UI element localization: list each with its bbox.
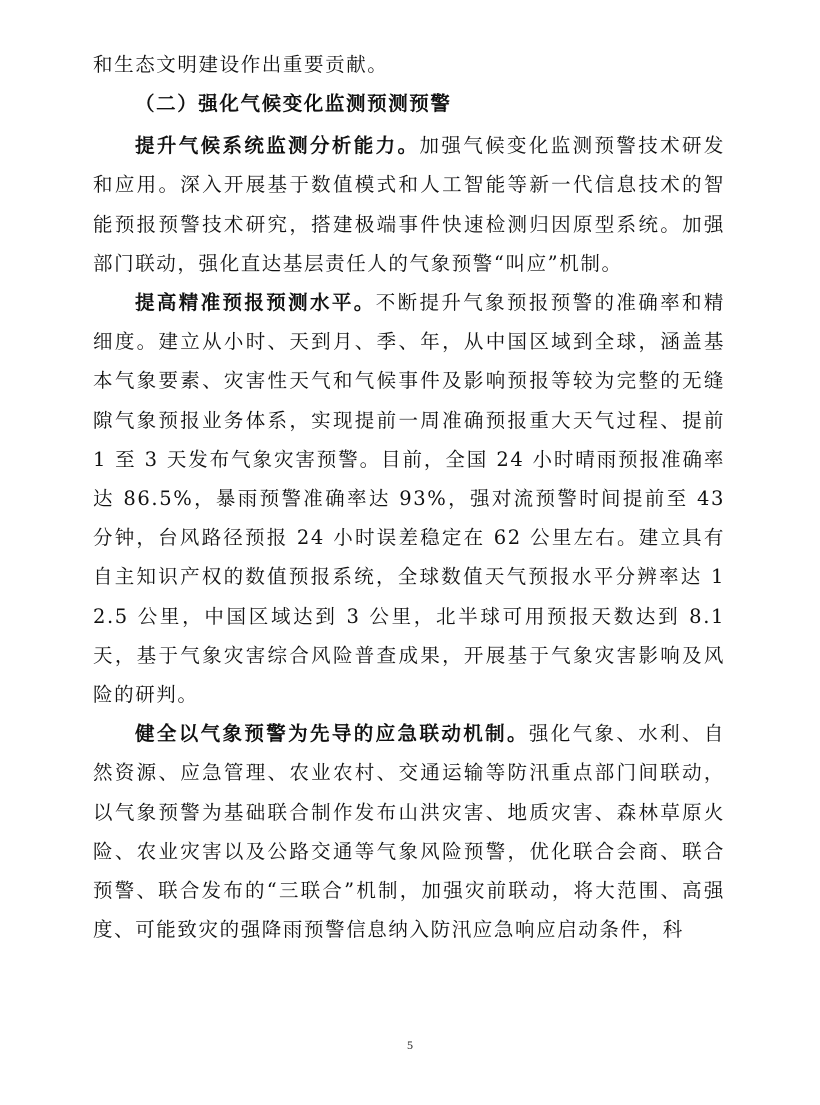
paragraph-emergency bbox=[93, 714, 725, 949]
paragraph-body: 强化气象、水利、自然资源、应急管理、农业农村、交通运输等防汛重点部门间联动，以气象预警为基础联合制作发布山洪灾害、地质灾害、森林草原火险、农业灾害以及公路交通等气象风险预警，优化联合会商、联合预警、联合发布的“三联合”机制，加强灾前联动，将大范围、高强度、可能致灾的强降雨预警信息纳入防汛应急响应启动条件，科 bbox=[93, 722, 725, 942]
paragraph-lead: 提升气候系统监测分析能力。 bbox=[135, 134, 420, 158]
paragraph-lead: 提高精准预报预测水平。 bbox=[135, 291, 376, 315]
section-heading: （二）强化气候变化监测预测预警 bbox=[135, 92, 452, 116]
continuation-paragraph: 和生态文明建设作出重要贡献。 bbox=[93, 53, 389, 76]
paragraph-monitoring bbox=[93, 126, 725, 283]
page-number: 5 bbox=[407, 1038, 413, 1052]
paragraph-lead: 健全以气象预警为先导的应急联动机制。 bbox=[135, 722, 529, 746]
paragraph-body: 不断提升气象预报预警的准确率和精细度。建立从小时、天到月、季、年，从中国区域到全球，涵盖基本气象要素、灾害性天气和气候事件及影响预报等较为完整的无缝隙气象预报业务体系，实现提前一周准确预报重大天气过程、提前 1 至 3 天发布气象灾害预警。目前，全国 24 小时晴雨预报准确率达 86.5%，暴雨预警准确率达 93%，强对流预警时间提前至 43 分钟，台风路径预报 24 小时误差稳定在 62 公里左右。建立具有自主知识产权的数值预报系统，全球数值天气预报水平分辨率达 12.5 公里，中国区域达到 3 公里，北半球可用预报天数达到 8.1 天，基于气象灾害综合风险普查成果，开展基于气象灾害影响及风险的研判。 bbox=[93, 291, 725, 707]
paragraph-forecast bbox=[93, 283, 725, 714]
paragraph-body: 加强气候变化监测预警技术研发和应用。深入开展基于数值模式和人工智能等新一代信息技术的智能预报预警技术研究，搭建极端事件快速检测归因原型系统。加强部门联动，强化直达基层责任人的气象预警“叫应”机制。 bbox=[93, 134, 725, 275]
